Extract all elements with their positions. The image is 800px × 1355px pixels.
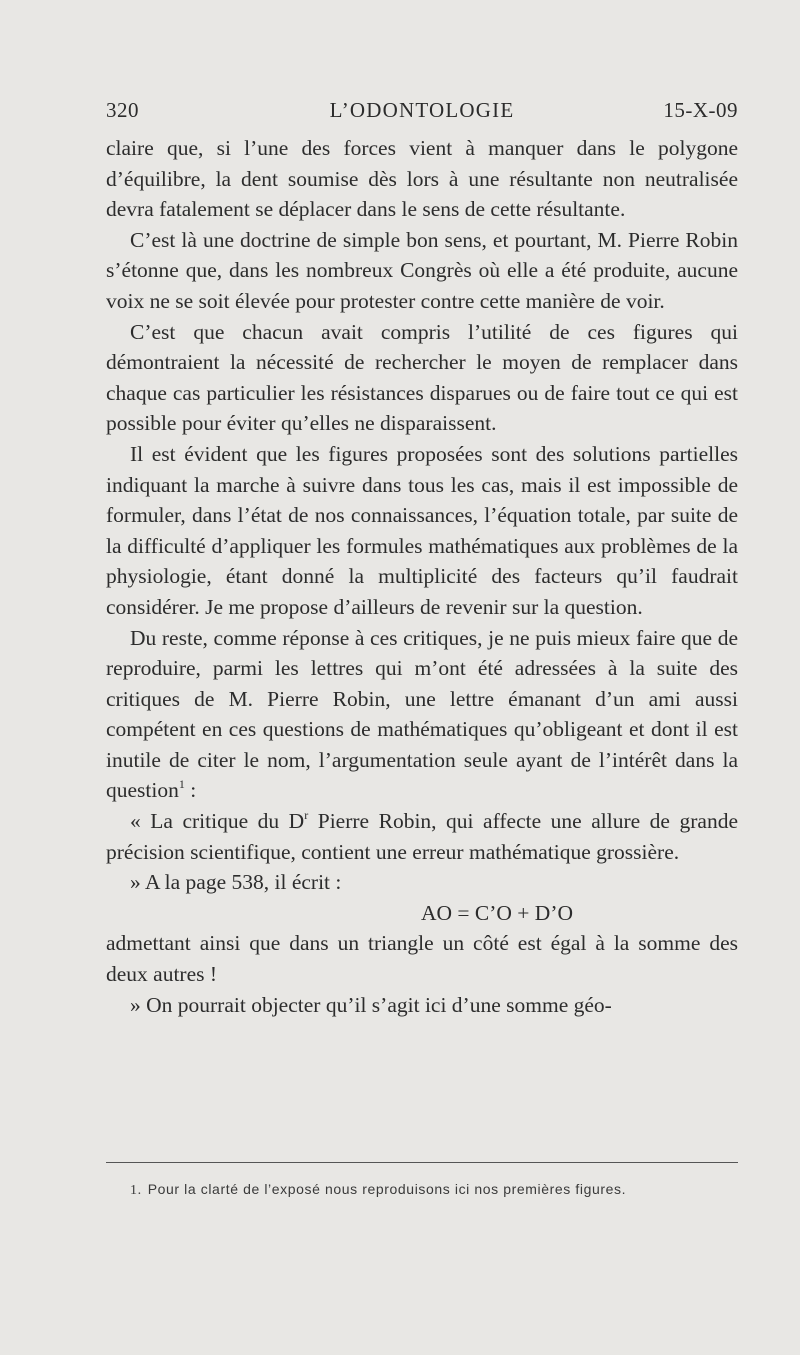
footnote-text: Pour la clarté de l’exposé nous reproduisons ici nos premières figures. — [147, 1181, 627, 1197]
journal-title: L’ODONTOLOGIE — [329, 98, 515, 122]
footnote — [130, 1181, 738, 1199]
footnote-number: 1. — [130, 1183, 142, 1198]
issue-date: 15-X-09 — [663, 98, 738, 122]
paragraph: C’est là une doctrine de simple bon sens, et pourtant, M. Pierre Robin s’étonne que, dans les nombreux Congrès où elle a été produite, aucune voix ne se soit élevée pour protester contre cette manière de voir. — [106, 227, 738, 313]
paragraph-continuation: claire que, si l’une des forces vient à manquer dans le polygone d’équilibre, la dent soumise dès lors à une résultante non neutralisée devra fatalement se déplacer dans le sens de cette résultante. — [106, 136, 738, 222]
footnote-divider — [106, 1162, 738, 1163]
quote-text-rest: Pierre Robin, qui affecte une allure de grande précision scientifique, contient une erreur mathématique grossière. — [106, 809, 738, 864]
formula: AO = C’O + D’O — [420, 900, 574, 925]
quote-text-start: « La critique du D — [130, 809, 305, 834]
footnote-reference: 1 — [178, 777, 185, 792]
page-number: 320 — [106, 98, 139, 122]
quote-paragraph: admettant ainsi que dans un triangle un côté est égal à la somme des deux autres ! — [106, 931, 738, 987]
paragraph — [106, 623, 738, 807]
body-text — [106, 133, 738, 1020]
paragraph: Il est évident que les figures proposées sont des solutions partielles indiquant la marche à suivre dans tous les cas, mais il est impossible de formuler, dans l’état de nos connaissances, l’équation totale, par suite de la difficulté d’appliquer les formules mathématiques aux problèmes de la physiologie, étant donné la multiplicité des facteurs qu’il faudrait considérer. Je me propose d’ailleurs de revenir sur la question. — [106, 441, 738, 619]
quote-paragraph: » A la page 538, il écrit : — [130, 870, 342, 895]
paragraph: C’est que chacun avait compris l’utilité de ces figures qui démontraient la nécessité de rechercher le moyen de remplacer dans chaque cas particulier les résistances disparues ou de faire tout ce qui est possible pour éviter qu’elles ne disparaissent. — [106, 319, 738, 436]
quote-paragraph: » On pourrait objecter qu’il s’agit ici d’une somme géo- — [130, 992, 612, 1017]
title-abbrev-superscript: r — [304, 808, 309, 823]
paragraph-text-end: : — [184, 778, 197, 803]
paragraph-text: Du reste, comme réponse à ces critiques, je ne puis mieux faire que de reproduire, parmi les lettres qui m’ont été adressées à la suite des critiques de M. Pierre Robin, une lettre émanant d’un ami aussi compétent en ces questions de mathématiques qu’obligeant et dont il est inutile de citer le nom, l’argumentation seule ayant de l’intérêt dans la question — [106, 625, 738, 803]
running-header — [106, 98, 738, 128]
quote-paragraph — [106, 806, 738, 867]
